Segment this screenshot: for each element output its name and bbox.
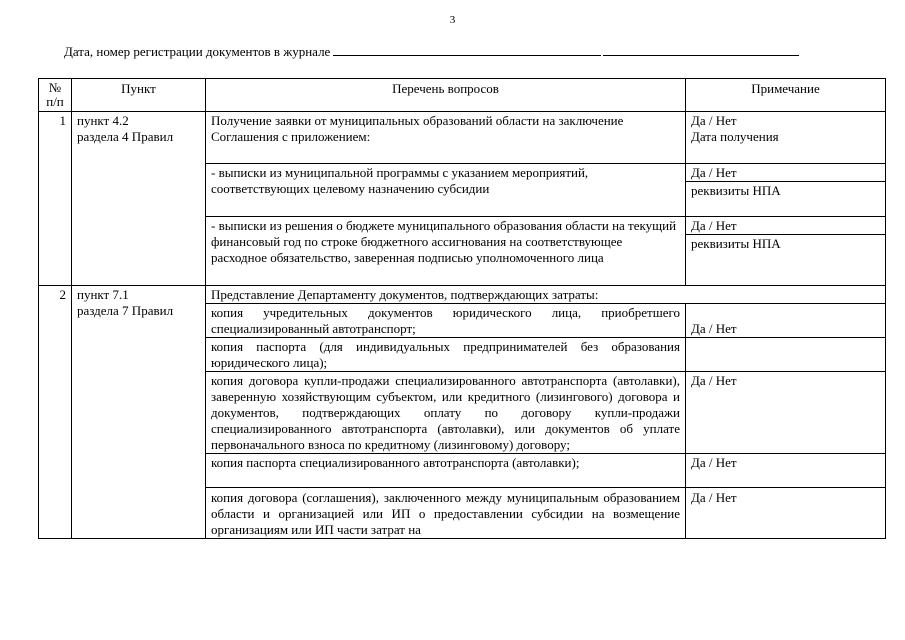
page-number: 3 <box>449 14 456 26</box>
header-num: № п/п <box>39 79 72 112</box>
note-cell <box>686 338 886 372</box>
header-item: Пункт <box>72 79 206 112</box>
note-cell: реквизиты НПА <box>686 182 886 217</box>
table-row <box>39 112 886 164</box>
question-cell: Представление Департаменту документов, подтверждающих затраты: <box>206 286 886 304</box>
registration-line <box>64 44 799 60</box>
note-yes-no: Да / Нет <box>691 113 737 128</box>
note-cell: Да / Нет <box>686 164 886 182</box>
question-cell: копия паспорта специализированного автотранспорта (автолавки); <box>206 454 686 488</box>
row-item: пункт 4.2 раздела 4 Правил <box>72 112 206 286</box>
header-row <box>39 79 886 112</box>
question-cell: копия паспорта (для индивидуальных предпринимателей без образования юридического лица); <box>206 338 686 372</box>
note-cell <box>686 112 886 164</box>
header-note: Примечание <box>686 79 886 112</box>
row-number: 1 <box>39 112 72 286</box>
row-number: 2 <box>39 286 72 539</box>
table-row <box>39 286 886 304</box>
note-cell: Да / Нет <box>686 372 886 454</box>
note-cell: реквизиты НПА <box>686 235 886 286</box>
header-questions: Перечень вопросов <box>206 79 686 112</box>
checklist-table <box>38 78 886 539</box>
question-cell: - выписки из муниципальной программы с указанием мероприятий, соответствующих целевому назначению субсидии <box>206 164 686 217</box>
question-cell: - выписки из решения о бюджете муниципального образования области на текущий финансовый год по строке бюджетного ассигнования на соответствующее расходное обязательство, заверенная подписью уполномоченного лица <box>206 217 686 286</box>
registration-label: Дата, номер регистрации документов в журнале <box>64 44 331 59</box>
note-cell: Да / Нет <box>686 488 886 539</box>
question-cell: копия договора (соглашения), заключенного между муниципальным образованием области и организацией или ИП о предоставлении субсидии на возмещение организациям или ИП части затрат на <box>206 488 686 539</box>
question-cell: копия учредительных документов юридического лица, приобретшего специализированный автотранспорт; <box>206 304 686 338</box>
note-cell: Да / Нет <box>686 217 886 235</box>
registration-blank-2 <box>603 45 799 56</box>
note-cell: Да / Нет <box>686 454 886 488</box>
row-item: пункт 7.1 раздела 7 Правил <box>72 286 206 539</box>
note-date: Дата получения <box>691 129 779 144</box>
note-cell: Да / Нет <box>686 304 886 338</box>
question-cell: Получение заявки от муниципальных образований области на заключение Соглашения с приложением: <box>206 112 686 164</box>
question-cell: копия договора купли-продажи специализированного автотранспорта (автолавки), заверенную хозяйствующим субъектом, или кредитного (лизингового) договора и документов, подтверждающих оплату по договору купли-продажи специализированного автотранспорта (автолавки), или документов об уплате первоначального взноса по кредитному (лизинговому) договору; <box>206 372 686 454</box>
registration-blank-1 <box>333 45 601 56</box>
